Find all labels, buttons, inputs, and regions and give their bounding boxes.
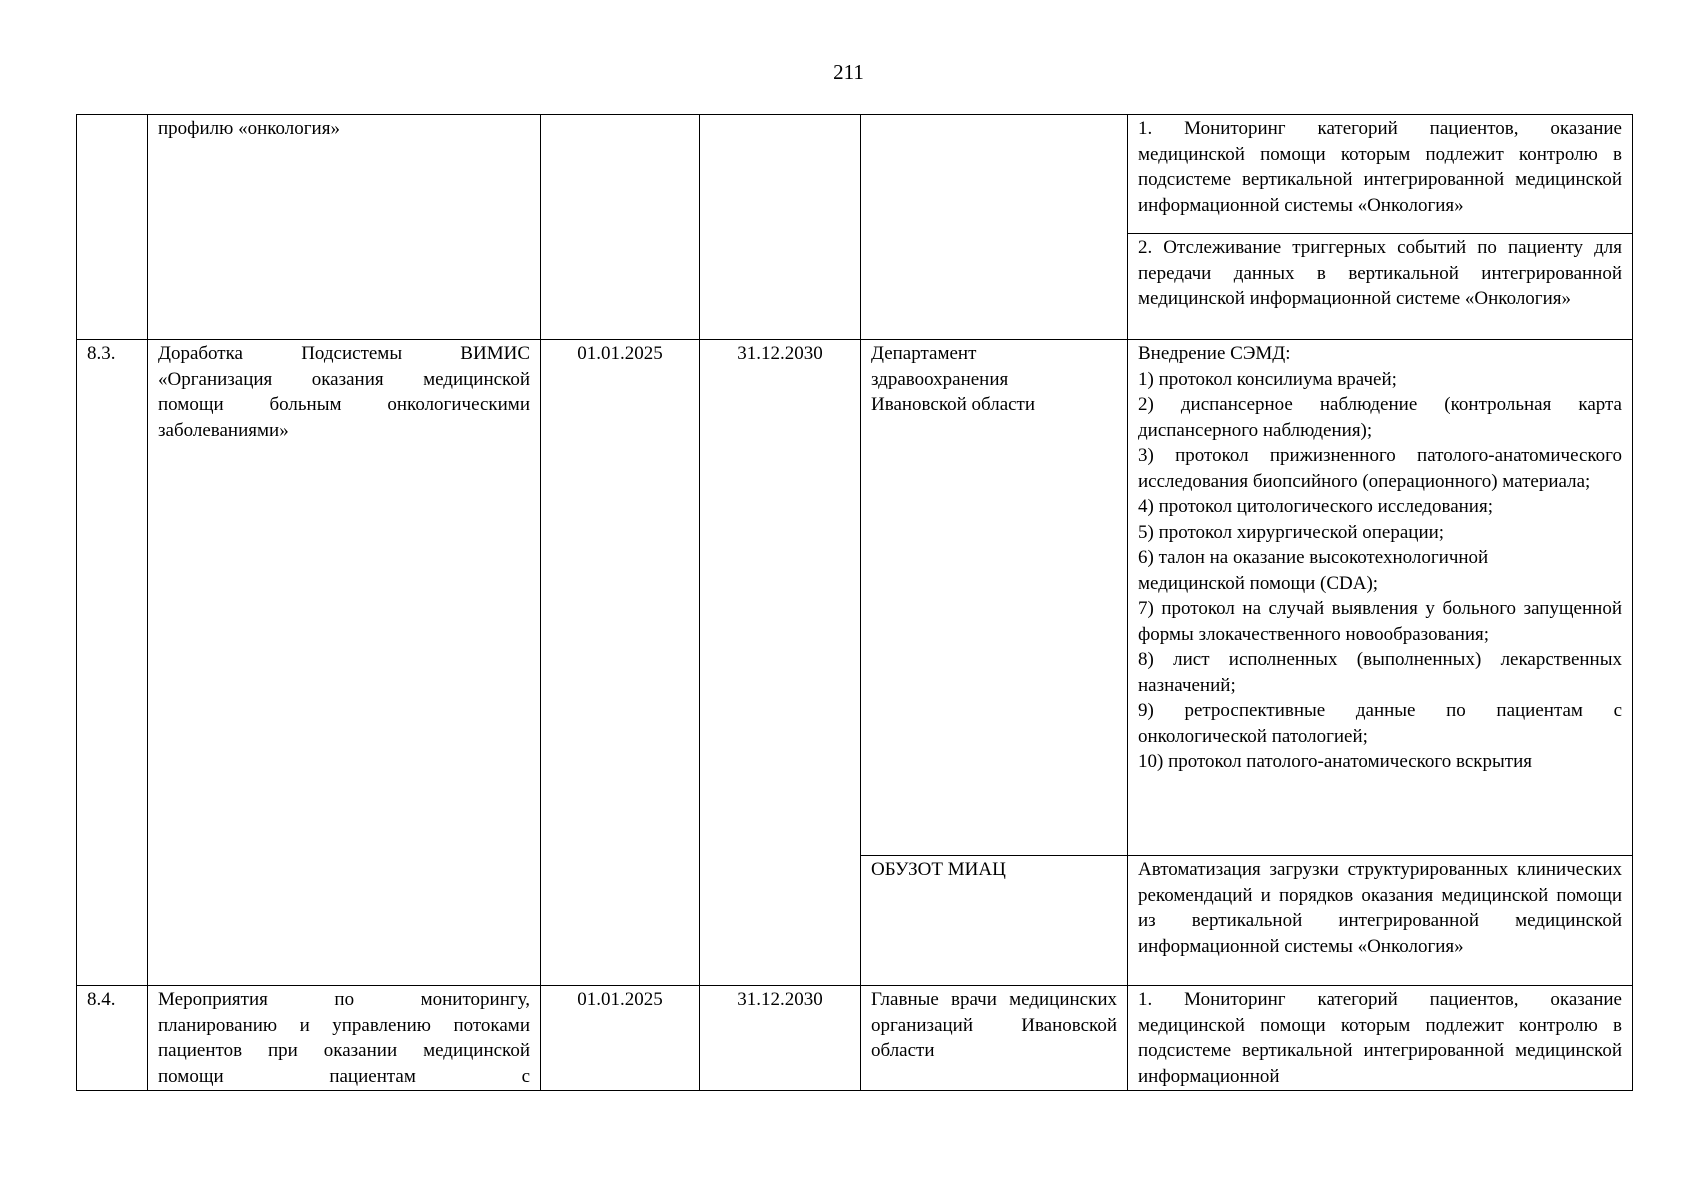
- cell-name-8-4: [148, 986, 541, 1091]
- result-list-item: 9) ретроспективные данные по пациентам с онкологической патологией;: [1138, 700, 1622, 747]
- cell-name-continuation: [148, 115, 541, 340]
- activity-name: Доработка Подсистемы ВИМИС «Организация оказания медицинской помощи больным онкологическими заболеваниями»: [158, 343, 530, 441]
- cell-end-continuation: [700, 115, 861, 340]
- cell-start-8-3: [541, 340, 700, 986]
- result-list-item: 6) талон на оказание высокотехнологичной медицинской помощи (CDA);: [1138, 547, 1489, 594]
- cell-result-8-4: [1128, 986, 1633, 1091]
- cell-num-8-3: [77, 340, 148, 986]
- end-date: 31.12.2030: [737, 989, 823, 1010]
- cell-end-8-4: [700, 986, 861, 1091]
- activity-name: профилю «онкология»: [158, 118, 340, 139]
- cell-start-continuation: [541, 115, 700, 340]
- table-row-8-3: [77, 340, 1633, 856]
- cell-name-8-3: [148, 340, 541, 986]
- start-date: 01.01.2025: [577, 343, 663, 364]
- activity-name: Мероприятия по мониторингу, планированию и управлению потоками пациентов при оказании медицинской помощи пациентам с: [158, 989, 530, 1087]
- result-list-item: 4) протокол цитологического исследования;: [1138, 496, 1493, 517]
- cell-result-8-3-b: [1128, 856, 1633, 986]
- cell-start-8-4: [541, 986, 700, 1091]
- cell-num-8-4: [77, 986, 148, 1091]
- cell-end-8-3: [700, 340, 861, 986]
- cell-exec-continuation: [861, 115, 1128, 340]
- result-list-item: 8) лист исполненных (выполненных) лекарственных назначений;: [1138, 649, 1622, 696]
- row-number: 8.3.: [87, 343, 116, 364]
- executor-name: ОБУЗОТ МИАЦ: [871, 859, 1006, 880]
- result-list-item: 7) протокол на случай выявления у больного запущенной формы злокачественного новообразования;: [1138, 598, 1622, 645]
- cell-exec-8-3-b: [861, 856, 1128, 986]
- result-list-item: 1) протокол консилиума врачей;: [1138, 368, 1397, 390]
- result-list-item: 10) протокол патолого-анатомического вскрытия: [1138, 751, 1532, 772]
- cell-num-continuation: [77, 115, 148, 340]
- result-text: 1. Мониторинг категорий пациентов, оказание медицинской помощи которым подлежит контролю в подсистеме вертикальной интегрированной медицинской информационной: [1138, 989, 1622, 1087]
- table-row-continuation: [77, 115, 1633, 234]
- result-list-item: 3) протокол прижизненного патолого-анатомического исследования биопсийного (операционного) материала;: [1138, 445, 1622, 492]
- result-intro: Внедрение СЭМД:: [1138, 343, 1291, 364]
- start-date: 01.01.2025: [577, 989, 663, 1010]
- executor-name: Главные врачи медицинских организаций Ивановской области: [871, 989, 1117, 1061]
- cell-result-8-3-a: [1128, 340, 1633, 856]
- cell-exec-8-4: [861, 986, 1128, 1091]
- result-text: 2. Отслеживание триггерных событий по пациенту для передачи данных в вертикальной интегрированной медицинской информационной системе «Онкология»: [1138, 237, 1622, 309]
- plan-table: [76, 114, 1633, 1091]
- row-number: 8.4.: [87, 989, 116, 1010]
- result-text: 1. Мониторинг категорий пациентов, оказание медицинской помощи которым подлежит контролю в подсистеме вертикальной интегрированной медицинской информационной системы «Онкология»: [1138, 118, 1622, 216]
- cell-result-continuation-2: [1128, 234, 1633, 340]
- executor-name: Департамент здравоохранения Ивановской области: [871, 343, 1036, 415]
- cell-exec-8-3-a: [861, 340, 1128, 856]
- end-date: 31.12.2030: [737, 343, 823, 364]
- result-list-item: 5) протокол хирургической операции;: [1138, 521, 1445, 543]
- table-row-8-4: [77, 986, 1633, 1091]
- result-list-item: 2) диспансерное наблюдение (контрольная карта диспансерного наблюдения);: [1138, 394, 1622, 441]
- result-text: Автоматизация загрузки структурированных клинических рекомендаций и порядков оказания медицинской помощи из вертикальной интегрированной медицинской информационной системы «Онкология»: [1138, 859, 1622, 957]
- page-number: 211: [833, 60, 864, 84]
- cell-result-continuation-1: [1128, 115, 1633, 234]
